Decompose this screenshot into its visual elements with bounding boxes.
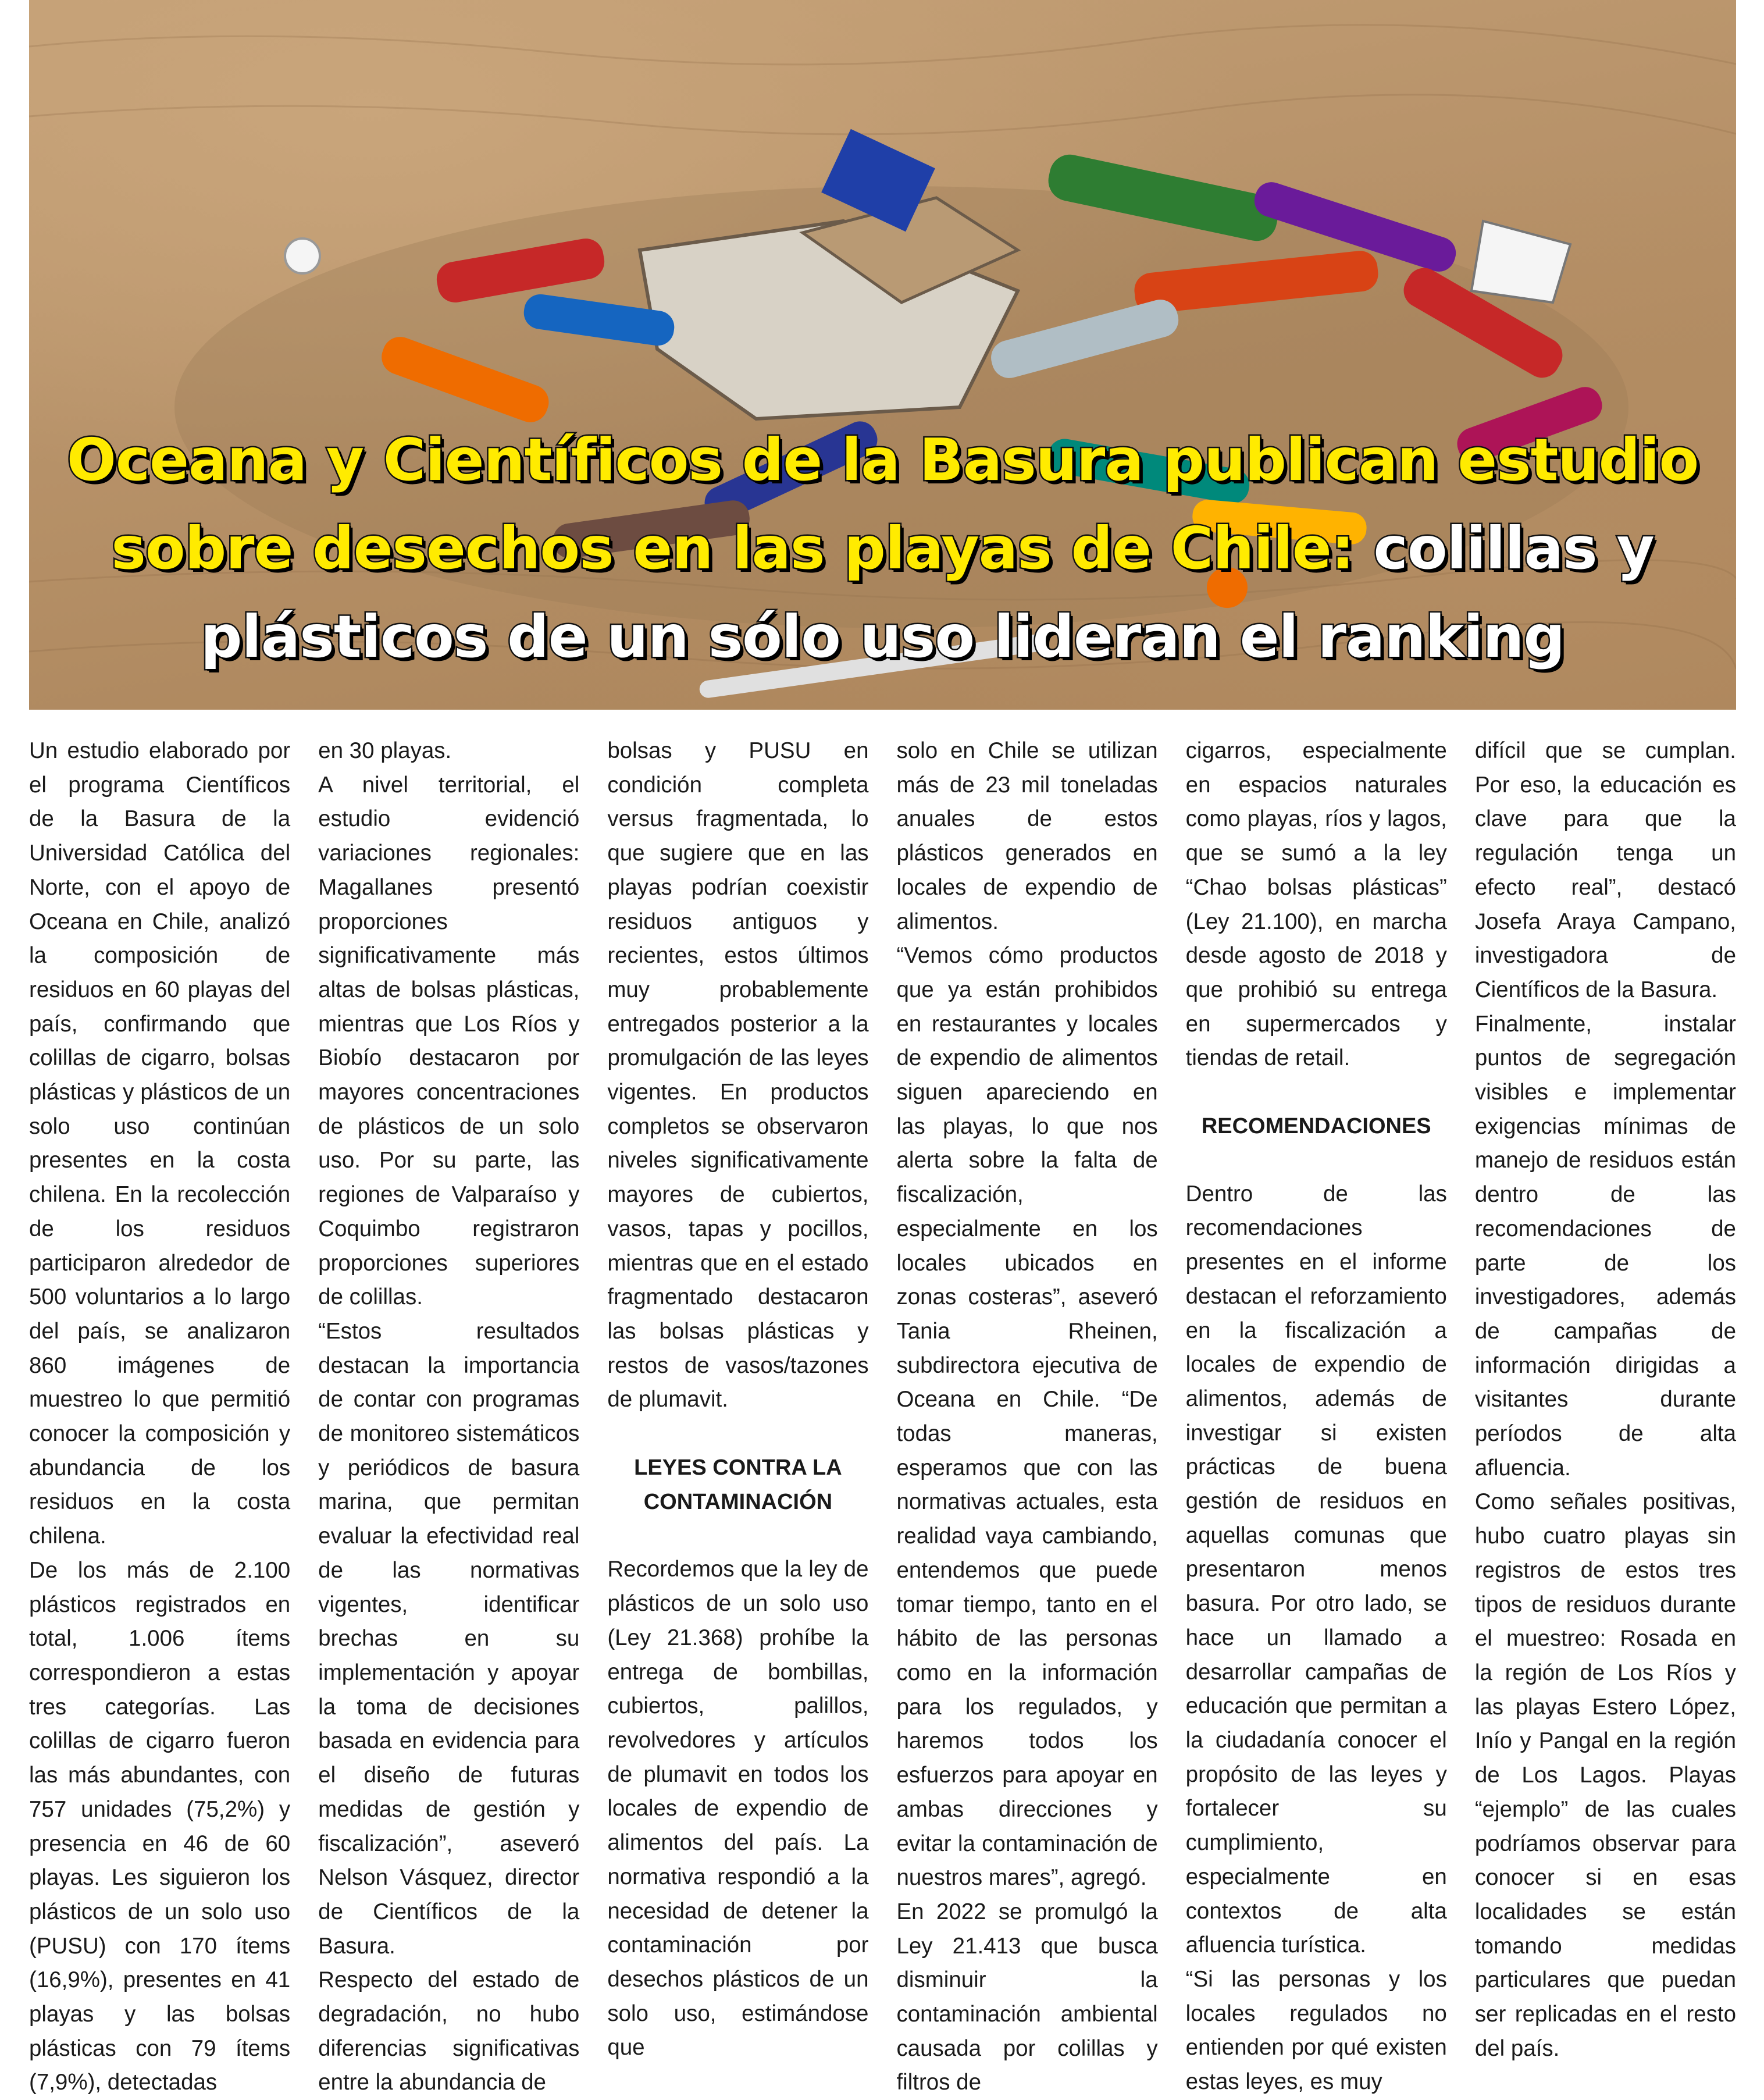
headline-line-2-yellow: sobre desechos en las playas de Chile: [111, 514, 1354, 582]
paragraph: en 30 playas. [318, 738, 452, 763]
paragraph: Recordemos que la ley de plásticos de un solo uso (Ley 21.368) prohíbe la entrega de bombillas, cubiertos, palillos, revolvedores y artículos de plumavit en todos los locales de expendio de alimentos del país. La normativa respondió a la necesidad de detener la contaminación por desechos plásticos de un solo uso, estimándose que [607, 1557, 869, 2060]
hero-photo [29, 0, 1736, 710]
column-1 [29, 734, 290, 2100]
section-heading-recomendaciones: RECOMENDACIONES [1201, 1114, 1431, 1139]
paragraph: “Si las personas y los locales regulados no entienden por qué existen estas leyes, es muy [1185, 1966, 1447, 2095]
column-5 [1186, 734, 1447, 2100]
headline [29, 416, 1736, 681]
paragraph: A nivel territorial, el estudio evidenció variaciones regionales: Magallanes presentó proporciones significativamente más altas de bolsas plásticas, mientras que Los Ríos y Biobío destacaron por mayores concentraciones de plásticos de un solo uso. Por su parte, las regiones de Valparaíso y Coquimbo registraron proporciones superiores de colillas. [318, 772, 580, 1310]
paragraph: Un estudio elaborado por el programa Científicos de la Basura de la Universidad Católica del Norte, con el apoyo de Oceana en Chile, analizó la composición de residuos en 60 playas del país, confirmando que colillas de cigarro, bolsas plásticas y plásticos de un solo uso continúan presentes en la costa chilena. En la recolección de los residuos participaron alrededor de 500 voluntarios a lo largo del país, se analizaron 860 imágenes de muestreo lo que permitió conocer la composición y abundancia de los residuos en la costa chilena. [29, 738, 291, 1549]
headline-line-3: plásticos de un sólo uso lideran el ranking [200, 603, 1565, 671]
column-4 [896, 734, 1157, 2100]
column-2 [318, 734, 579, 2100]
article-body [29, 734, 1736, 2095]
paragraph: En 2022 se promulgó la Ley 21.413 que busca disminuir la contaminación ambiental causada por colillas y filtros de [896, 1899, 1158, 2095]
paragraph: Como señales positivas, hubo cuatro playas sin registros de estos tres tipos de residuos durante el muestreo: Rosada en la región de Los Ríos y las playas Estero López, Inío y Pangal en la región de Los Lagos. Playas “ejemplo” de las cuales podríamos observar para conocer si en esas localidades se están tomando medidas particulares que puedan ser replicadas en el resto del país. [1474, 1489, 1736, 2061]
column-3 [607, 734, 868, 2100]
paragraph: “Estos resultados destacan la importancia de contar con programas de monitoreo sistemáticos y periódicos de basura marina, que permitan evaluar la efectividad real de las normativas vigentes, identificar brechas en su implementación y apoyar la toma de decisiones basada en evidencia para el diseño de futuras medidas de gestión y fiscalización”, aseveró Nelson Vásquez, director de Científicos de la Basura. [318, 1318, 580, 1959]
paragraph: Dentro de las recomendaciones presentes en el informe destacan el reforzamiento en la fiscalización a locales de expendio de alimentos, además de investigar si existen prácticas de buena gestión de residuos en aquellas comunas que presentaron menos basura. Por otro lado, se hace un llamado a desarrollar campañas de educación que permitan a la ciudadanía conocer el propósito de las leyes y fortalecer su cumplimiento, especialmente en contextos de alta afluencia turística. [1185, 1181, 1447, 1958]
headline-line-1: Oceana y Científicos de la Basura publican estudio [66, 426, 1699, 494]
paragraph: Respecto del estado de degradación, no hubo diferencias significativas entre la abundancia de [318, 1967, 580, 2095]
paragraph: cigarros, especialmente en espacios naturales como playas, ríos y lagos, que se sumó a la ley “Chao bolsas plásticas” (Ley 21.100), en marcha desde agosto de 2018 y que prohibió su entrega en supermercados y tiendas de retail. [1185, 738, 1447, 1071]
paragraph: solo en Chile se utilizan más de 23 mil toneladas anuales de estos plásticos generados en locales de expendio de alimentos. [896, 738, 1158, 934]
paragraph: “Vemos cómo productos que ya están prohibidos en restaurantes y locales de expendio de alimentos siguen apareciendo en las playas, lo que nos alerta sobre la falta de fiscalización, especialmente en los locales ubicados en zonas costeras”, aseveró Tania Rheinen, subdirectora ejecutiva de Oceana en Chile. “De todas maneras, esperamos que con las normativas actuales, esta realidad vaya cambiando, entendemos que puede tomar tiempo, tanto en el hábito de las personas como en la información para los regulados, y haremos todos los esfuerzos para apoyar en ambas direcciones y evitar la contaminación de nuestros mares”, agregó. [896, 943, 1158, 1891]
paragraph: difícil que se cumplan. Por eso, la educación es clave para que la regulación tenga un efecto real”, destacó Josefa Araya Campano, investigadora de Científicos de la Basura. [1474, 738, 1736, 1002]
paragraph: De los más de 2.100 plásticos registrados en total, 1.006 ítems correspondieron a estas tres categorías. Las colillas de cigarro fueron las más abundantes, con 757 unidades (75,2%) y presencia en 46 de 60 playas. Les siguieron los plásticos de un solo uso (PUSU) con 170 ítems (16,9%), presentes en 41 playas y las bolsas plásticas con 79 ítems (7,9%), detectadas [29, 1557, 291, 2095]
paragraph: Finalmente, instalar puntos de segregación visibles e implementar exigencias mínimas de manejo de residuos están dentro de las recomendaciones de parte de los investigadores, además de campañas de información dirigidas a visitantes durante períodos de alta afluencia. [1474, 1011, 1736, 1480]
section-heading-leyes: LEYES CONTRA LA CONTAMINACIÓN [634, 1455, 842, 1514]
paragraph: bolsas y PUSU en condición completa versus fragmentada, lo que sugiere que en las playas podrían coexistir residuos antiguos y recientes, estos últimos muy probablemente entregados posterior a la promulgación de las leyes vigentes. En productos completos se observaron niveles significativamente mayores de cubiertos, vasos, tapas y pocillos, mientras que en el estado fragmentado destacaron las bolsas plásticas y restos de vasos/tazones de plumavit. [607, 738, 869, 1412]
headline-line-2-white: colillas y [1353, 514, 1654, 582]
column-6 [1475, 734, 1736, 2100]
